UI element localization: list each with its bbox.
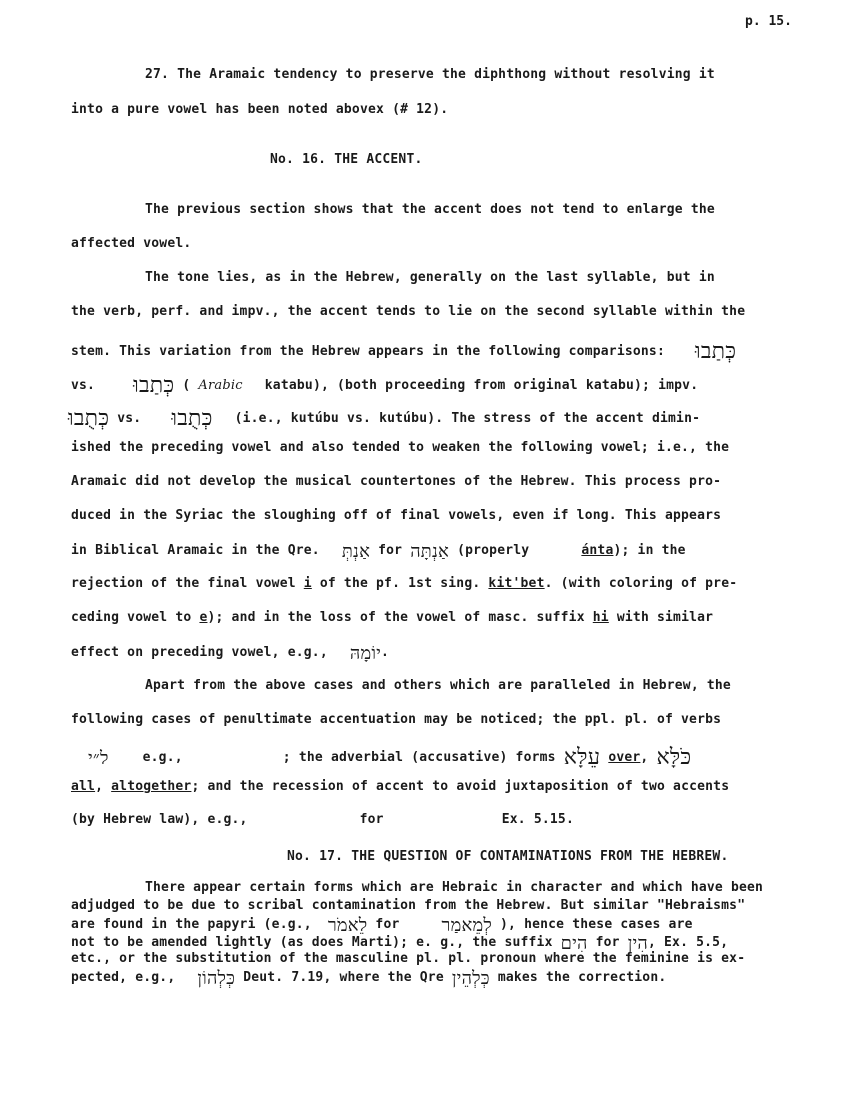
- line-text: . (with coloring of pre-: [544, 576, 738, 591]
- line-text: ); and in the loss of the vowel of masc. suffix: [207, 610, 585, 625]
- underlined-word: e: [199, 610, 208, 625]
- hebrew-word: אַנְתָּה: [410, 541, 450, 562]
- page-number: p. 15.: [745, 14, 792, 29]
- para-line: following cases of penultimate accentuation may be noticed; the ppl. pl. of verbs: [71, 712, 722, 727]
- line-text: are found in the papyri (e.g.,: [71, 917, 312, 932]
- para-line: the verb, perf. and impv., the accent tends to lie on the second syllable within the: [71, 304, 746, 319]
- para-line: 27. The Aramaic tendency to preserve the diphthong without resolving it: [145, 67, 715, 82]
- hebrew-word: כְּלְהוֹן: [197, 968, 236, 989]
- line-text: (properly: [457, 543, 530, 558]
- underlined-word: ánta: [581, 543, 614, 558]
- line-text: not to be amended lightly (as does Marti); e. g., the suffix: [71, 935, 553, 950]
- para-line: etc., or the substitution of the masculine pl. pl. pronoun where the feminine is ex-: [71, 951, 746, 966]
- line-text: , Ex. 5.5,: [647, 935, 729, 950]
- hebrew-word: כְּתֻבוּ: [171, 406, 213, 431]
- section-heading: No. 17. THE QUESTION OF CONTAMINATIONS FROM THE HEBREW.: [287, 849, 729, 864]
- hebrew-word: כֹּלָּא: [656, 745, 692, 770]
- line-text: ; and the recession of accent to avoid juxtaposition of two accents: [191, 779, 730, 794]
- para-line: [88, 744, 691, 770]
- para-line: [71, 779, 729, 794]
- underlined-word: hi: [592, 610, 609, 625]
- para-line: [71, 541, 686, 562]
- hebrew-word: כְּתַבוּ: [695, 339, 737, 364]
- line-text: for: [378, 543, 403, 558]
- hebrew-word: יוֹמָהּ: [349, 643, 382, 664]
- line-text: makes the correction.: [497, 970, 667, 985]
- hebrew-word: עֵלָּא: [563, 745, 601, 770]
- hebrew-word: כְּתֻבוּ: [68, 406, 110, 431]
- para-line: [71, 812, 574, 827]
- underlined-word: all: [71, 779, 96, 794]
- para-line: The tone lies, as in the Hebrew, generally on the last syllable, but in: [145, 270, 715, 285]
- para-line: [71, 576, 737, 591]
- line-text: ); in the: [613, 543, 686, 558]
- para-line: adjudged to be due to scribal contamination from the Hebrew. But similar "Hebraisms": [71, 898, 746, 913]
- line-text: for: [359, 812, 384, 827]
- section-heading: No. 16. THE ACCENT.: [270, 152, 423, 167]
- line-text: ), hence these cases are: [499, 917, 693, 932]
- para-line: The previous section shows that the accent does not tend to enlarge the: [145, 202, 715, 217]
- line-text: ; the adverbial (accusative) forms: [282, 750, 556, 765]
- line-text: Deut. 7.19, where the Qre: [243, 970, 444, 985]
- para-line: ished the preceding vowel and also tended to weaken the following vowel; i.e., the: [71, 440, 730, 455]
- line-text: vs.: [117, 411, 142, 426]
- line-text: e.g.,: [142, 750, 183, 765]
- line-text: ,: [95, 779, 104, 794]
- line-text: Ex. 5.15.: [501, 812, 574, 827]
- para-line: [71, 372, 698, 398]
- para-line: [71, 968, 666, 989]
- para-line: [71, 338, 736, 364]
- hebrew-word: הִין: [627, 933, 648, 954]
- hebrew-word: הִים: [560, 933, 588, 954]
- line-text: effect on preceding vowel, e.g.,: [71, 645, 328, 660]
- para-line: into a pure vowel has been noted abovex (# 12).: [71, 102, 449, 117]
- line-text: stem. This variation from the Hebrew appears in the following comparisons:: [71, 344, 665, 359]
- para-line: [71, 610, 713, 625]
- underlined-word: kit'bet: [488, 576, 545, 591]
- line-text: (i.e., kutúbu vs. kutúbu). The stress of the accent dimin-: [234, 411, 701, 426]
- hebrew-word: לֵאמֹר: [327, 915, 368, 936]
- line-text: rejection of the final vowel: [71, 576, 296, 591]
- line-text: katabu), (both proceeding from original katabu); impv.: [264, 378, 699, 393]
- underlined-word: i: [303, 576, 312, 591]
- line-text: (by Hebrew law), e.g.,: [71, 812, 248, 827]
- line-text: (: [182, 378, 191, 393]
- line-text: for: [375, 917, 400, 932]
- para-line: Aramaic did not develop the musical countertones of the Hebrew. This process pro-: [71, 474, 722, 489]
- underlined-word: over: [608, 750, 641, 765]
- line-text: ,: [640, 750, 649, 765]
- para-line: There appear certain forms which are Hebraic in character and which have been: [145, 880, 764, 895]
- hebrew-word: כְּתַבוּ: [133, 373, 175, 398]
- hebrew-word: אַנְתְּ: [341, 541, 371, 562]
- para-line: affected vowel.: [71, 236, 192, 251]
- para-line: [71, 643, 389, 664]
- para-line: [68, 405, 700, 431]
- para-line: Apart from the above cases and others which are paralleled in Hebrew, the: [145, 678, 731, 693]
- hebrew-word: ל״י: [88, 748, 109, 769]
- hebrew-word: לְמֵאמַר: [441, 915, 492, 936]
- line-text: for: [595, 935, 620, 950]
- line-text: vs.: [71, 378, 96, 393]
- para-line: duced in the Syriac the sloughing off of final vowels, even if long. This appears: [71, 508, 722, 523]
- line-text: with similar: [616, 610, 714, 625]
- line-text: in Biblical Aramaic in the Qre.: [71, 543, 320, 558]
- line-text: .: [381, 645, 390, 660]
- line-text: ceding vowel to: [71, 610, 192, 625]
- underlined-word: altogether: [111, 779, 192, 794]
- hebrew-word: כְּלְהֵין: [451, 968, 490, 989]
- line-text: pected, e.g.,: [71, 970, 176, 985]
- line-text: of the pf. 1st sing.: [319, 576, 481, 591]
- handwritten-word: Arabic: [198, 378, 243, 393]
